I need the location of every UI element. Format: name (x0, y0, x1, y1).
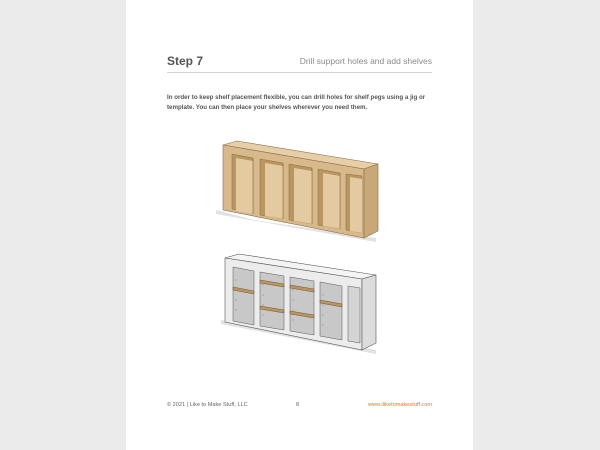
step-title: Step 7 (167, 54, 204, 68)
document-page (126, 0, 473, 450)
instruction-text: In order to keep shelf placement flexible, you can drill holes for shelf pegs using a jig or template. You can then place your shelves wherever you need them. (167, 94, 426, 111)
footer-copyright: © 2021 | Like to Make Stuff, LLC (167, 402, 248, 408)
finished-shelf-illustration (126, 0, 473, 450)
website-link[interactable]: www.iliketomakestuff.com (368, 402, 432, 408)
page-number: 8 (296, 402, 300, 408)
step-subtitle: Drill support holes and add shelves (299, 56, 432, 66)
